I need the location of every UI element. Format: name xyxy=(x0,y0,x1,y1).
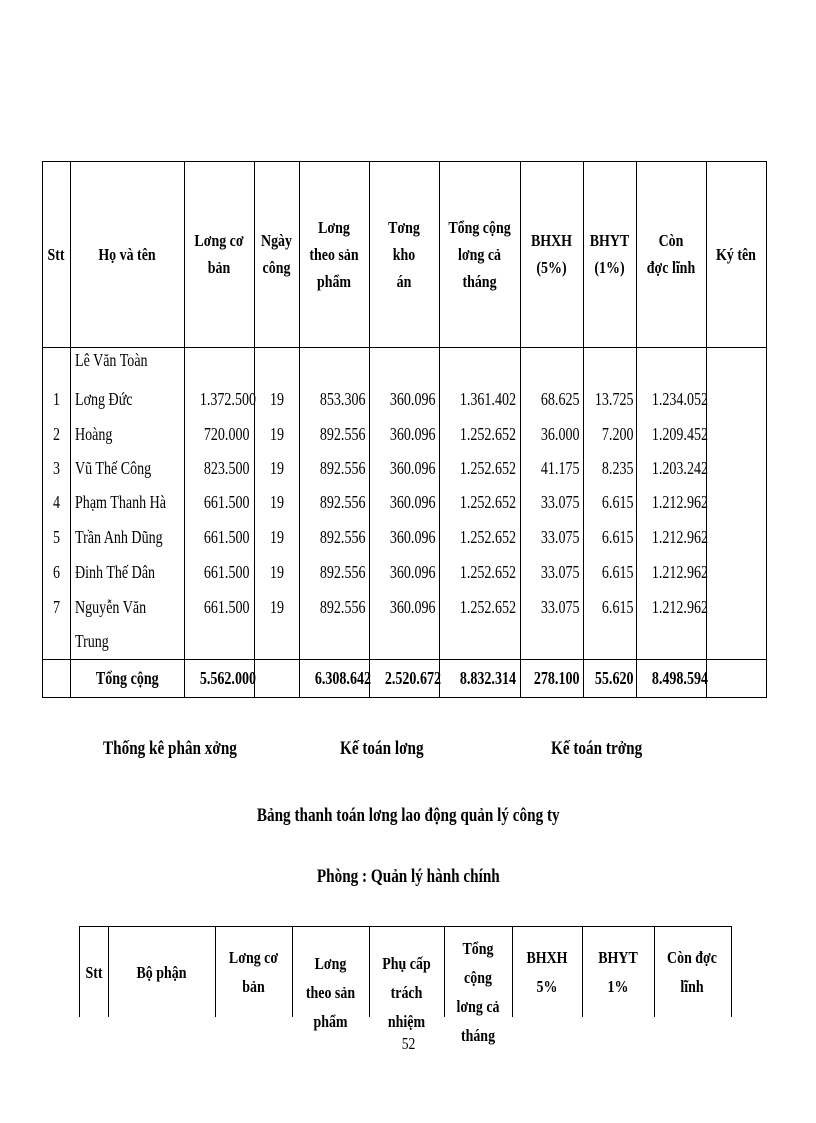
signature-payroll-accountant: Kế toán lơng xyxy=(340,738,424,759)
table-row: 5 Trần Anh Dũng 661.500 19 892.556 360.096 1.252.652 33.075 6.615 1.212.962 xyxy=(52,527,708,547)
header-basic-salary: Lơng cơ bản xyxy=(194,231,244,277)
total-row: Tổng cộng 5.562.000 6.308.642 2.520.672 8.832.314 278.100 55.620 8.498.594 xyxy=(95,668,708,688)
table-row: 4 Phạm Thanh Hà 661.500 19 892.556 360.096 1.252.652 33.075 6.615 1.212.962 xyxy=(52,492,708,512)
table-row: 1 Lơng Đức 1.372.500 19 853.306 360.096 1.361.402 68.625 13.725 1.234.052 xyxy=(52,389,708,409)
t2-header-bhyt: BHYT 1% xyxy=(598,948,638,996)
t2-header-total-month: Tổng cộng lơng cả tháng xyxy=(456,939,500,1045)
t2-header-basic-salary: Lơng cơ bản xyxy=(228,948,279,996)
t2-header-department: Bộ phận xyxy=(136,962,187,982)
header-received: Còn đợc lĩnh xyxy=(646,231,696,277)
t2-header-received: Còn đợc lĩnh xyxy=(667,948,717,996)
header-bhxh: BHXH (5%) xyxy=(530,231,573,277)
header-stt: Stt xyxy=(47,244,65,264)
header-advance: Tơng kho án xyxy=(388,217,420,291)
header-name: Họ và tên xyxy=(98,244,156,264)
t2-header-product-salary: Lơng theo sản phẩm xyxy=(305,953,356,1031)
table-row-name-line: Trung xyxy=(75,631,109,651)
salary-table xyxy=(42,161,767,698)
t2-header-stt: Stt xyxy=(85,962,103,982)
section-title: Bảng thanh toán lơng lao động quản lý công ty xyxy=(256,805,560,826)
t2-header-allowance: Phụ cấp trách nhiệm xyxy=(382,953,431,1031)
table-row: 6 Đinh Thế Dân 661.500 19 892.556 360.096 1.252.652 33.075 6.615 1.212.962 xyxy=(52,562,708,582)
department-title: Phòng : Quản lý hành chính xyxy=(316,866,500,887)
table-row: 2 Hoàng 720.000 19 892.556 360.096 1.252.652 36.000 7.200 1.209.452 xyxy=(52,424,708,444)
header-total-month: Tổng cộng lơng cả tháng xyxy=(448,217,511,291)
header-days: Ngày công xyxy=(261,231,292,277)
table-row: 3 Vũ Thế Công 823.500 19 892.556 360.096 1.252.652 41.175 8.235 1.203.242 xyxy=(52,458,708,478)
header-product-salary: Lơng theo sản phẩm xyxy=(309,217,359,291)
header-bhyt: BHYT (1%) xyxy=(589,231,630,277)
signature-workshop-stats: Thống kê phân xởng xyxy=(103,738,237,759)
header-signature: Ký tên xyxy=(716,244,756,264)
table-row-name-line: Lê Văn Toàn xyxy=(75,350,148,370)
page-number: 52 xyxy=(401,1034,415,1053)
table-row: 7 Nguyễn Văn 661.500 19 892.556 360.096 1.252.652 33.075 6.615 1.212.962 xyxy=(52,597,708,617)
t2-header-bhxh: BHXH 5% xyxy=(526,948,568,996)
signature-chief-accountant: Kế toán trởng xyxy=(551,738,643,759)
